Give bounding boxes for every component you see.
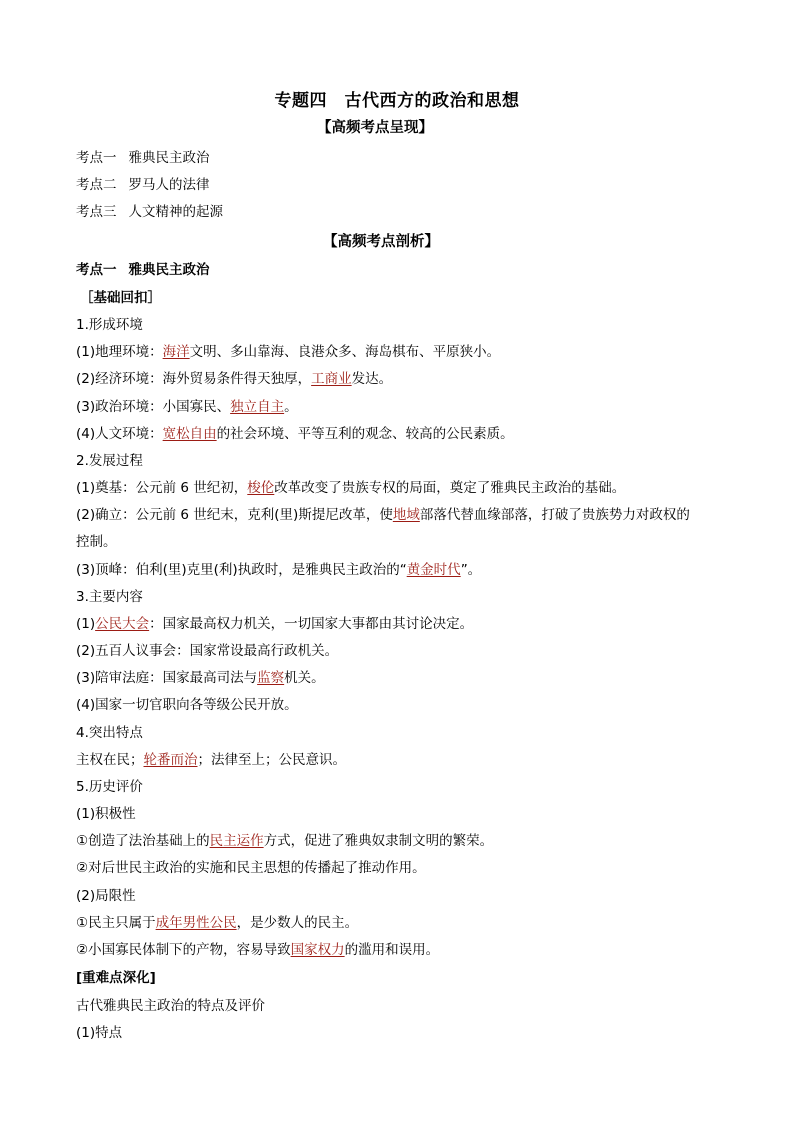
features-line <box>76 750 346 770</box>
eval-limit-heading: (2)局限性 <box>76 888 136 904</box>
text-segment: ②小国寡民体制下的产物，容易导致 <box>76 942 291 958</box>
deepening-title: 古代雅典民主政治的特点及评价 <box>76 998 265 1014</box>
eval-positive-heading: (1)积极性 <box>76 806 136 822</box>
section-heading-evaluation: 5.历史评价 <box>76 779 143 795</box>
text-segment: (2)确立：公元前 6 世纪末，克利(里)斯提尼改革，使 <box>76 507 393 523</box>
answer-blank: 海洋 <box>162 344 190 360</box>
topic-item-1 <box>76 148 210 168</box>
env-politics <box>76 397 298 417</box>
eval-limit-2 <box>76 940 439 960</box>
text-segment: (1) <box>76 616 96 632</box>
text-segment: 的社会环境、平等互利的观念、较高的公民素质。 <box>216 426 514 442</box>
text-segment: 改革改变了贵族专权的局面，奠定了雅典民主政治的基础。 <box>274 480 626 496</box>
deepening-subheading: (1)特点 <box>76 1025 123 1041</box>
eval-positive-2: ②对后世民主政治的实施和民主思想的传播起了推动作用。 <box>76 860 426 876</box>
text-segment: ”。 <box>460 562 482 578</box>
dev-establishment-cont: 控制。 <box>76 534 117 550</box>
topic-item-3 <box>76 202 223 222</box>
text-segment: 主权在民； <box>76 752 144 768</box>
answer-blank: 轮番而治 <box>143 752 198 768</box>
deepening-label: [重难点深化] <box>76 970 156 986</box>
answer-blank: 梭伦 <box>247 480 275 496</box>
eval-limit-1 <box>76 913 358 933</box>
answer-blank: 工商业 <box>311 371 352 387</box>
topic-num: 考点三 <box>76 204 117 220</box>
dev-foundation <box>76 478 625 498</box>
text-segment: 的滥用和误用。 <box>344 942 440 958</box>
topic-name: 人文精神的起源 <box>128 204 223 220</box>
text-segment: 发达。 <box>351 371 393 387</box>
answer-blank: 监察 <box>257 670 285 686</box>
basics-label: ［基础回扣］ <box>80 290 161 306</box>
text-segment: (1)地理环境： <box>76 344 163 360</box>
answer-blank: 公民大会 <box>95 616 150 632</box>
content-court <box>76 668 325 688</box>
topic-num: 考点一 <box>76 150 117 166</box>
text-segment: ：国家最高权力机关，一切国家大事都由其讨论决定。 <box>149 616 474 632</box>
point-name: 雅典民主政治 <box>128 262 210 278</box>
section-heading-content: 3.主要内容 <box>76 589 143 605</box>
text-segment: ①民主只属于 <box>76 915 156 931</box>
text-segment: (2)经济环境：海外贸易条件得天独厚， <box>76 371 312 387</box>
point-num: 考点一 <box>76 262 117 278</box>
text-segment: (3)政治环境：小国寡民、 <box>76 399 231 415</box>
topic-num: 考点二 <box>76 177 117 193</box>
answer-blank: 民主运作 <box>209 833 264 849</box>
page-title: 专题四 古代西方的政治和思想 <box>274 91 520 111</box>
answer-blank: 黄金时代 <box>406 562 461 578</box>
section-heading-features: 4.突出特点 <box>76 725 143 741</box>
answer-blank: 地域 <box>392 507 420 523</box>
text-segment: ①创造了法治基础上的 <box>76 833 210 849</box>
answer-blank: 独立自主 <box>230 399 285 415</box>
env-culture <box>76 424 514 444</box>
analysis-heading: 【高频考点剖析】 <box>323 233 439 250</box>
dev-establishment <box>76 505 690 525</box>
text-segment: 。 <box>284 399 298 415</box>
text-segment: ；法律至上；公民意识。 <box>197 752 346 768</box>
point-heading <box>76 260 210 280</box>
text-segment: 方式，促进了雅典奴隶制文明的繁荣。 <box>263 833 494 849</box>
answer-blank: 国家权力 <box>290 942 345 958</box>
topic-name: 雅典民主政治 <box>128 150 210 166</box>
text-segment: (3)陪审法庭：国家最高司法与 <box>76 670 258 686</box>
topic-name: 罗马人的法律 <box>128 177 210 193</box>
eval-positive-1 <box>76 831 493 851</box>
text-segment: 部落代替血缘部落，打破了贵族势力对政权的 <box>419 507 690 523</box>
text-segment: ，是少数人的民主。 <box>236 915 359 931</box>
text-segment: (1)奠基：公元前 6 世纪初， <box>76 480 248 496</box>
env-geography <box>76 342 500 362</box>
section-heading-environment: 1.形成环境 <box>76 317 143 333</box>
answer-blank: 成年男性公民 <box>155 915 237 931</box>
dev-peak <box>76 560 481 580</box>
text-segment: (3)顶峰：伯利(里)克里(利)执政时，是雅典民主政治的“ <box>76 562 407 578</box>
content-assembly <box>76 614 473 634</box>
topic-item-2 <box>76 175 210 195</box>
section-heading-development: 2.发展过程 <box>76 453 143 469</box>
env-economy <box>76 369 392 389</box>
present-heading: 【高频考点呈现】 <box>317 119 433 136</box>
content-council: (2)五百人议事会：国家常设最高行政机关。 <box>76 643 339 659</box>
answer-blank: 宽松自由 <box>162 426 217 442</box>
text-segment: 机关。 <box>284 670 325 686</box>
text-segment: 文明、多山靠海、良港众多、海岛棋布、平原狭小。 <box>189 344 501 360</box>
text-segment: (4)人文环境： <box>76 426 163 442</box>
content-offices: (4)国家一切官职向各等级公民开放。 <box>76 697 298 713</box>
